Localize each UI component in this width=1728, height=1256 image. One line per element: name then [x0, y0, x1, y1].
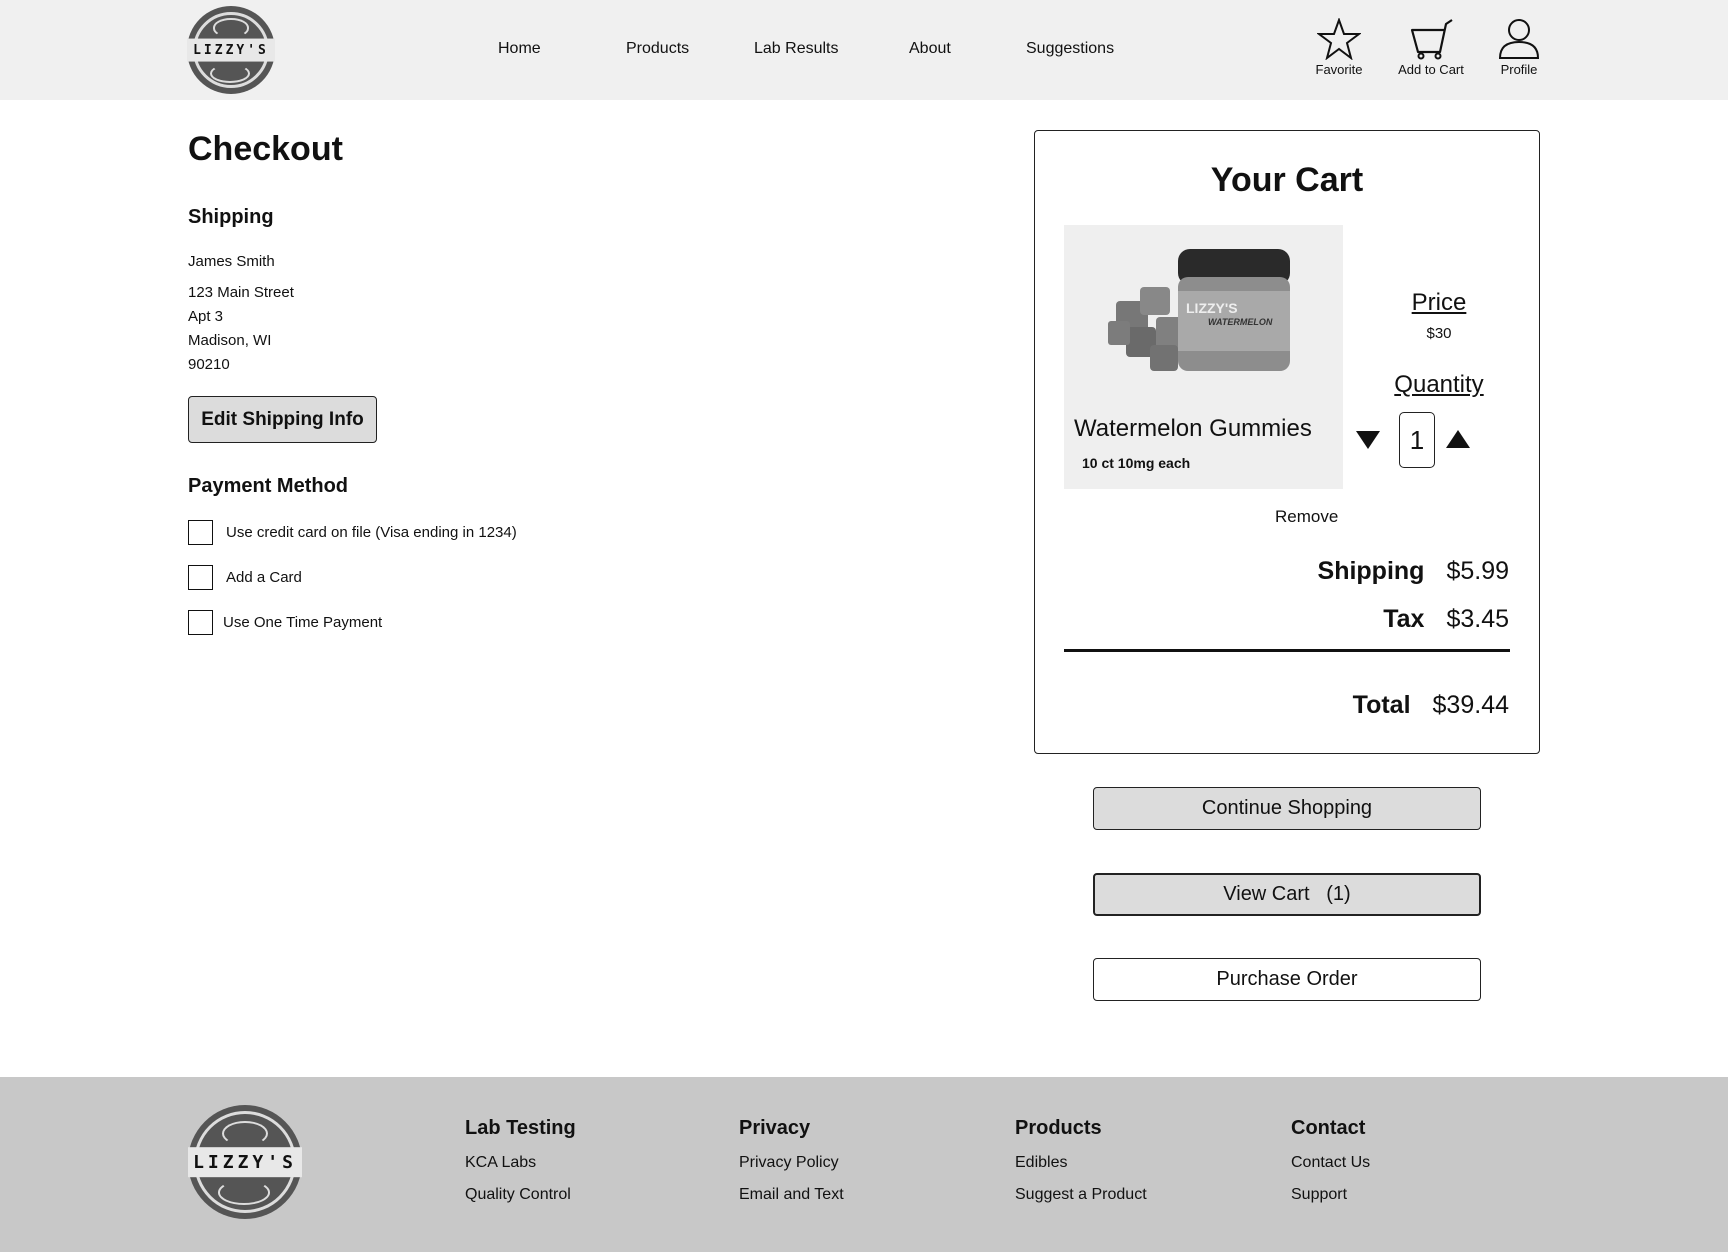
total-label: Total	[1352, 691, 1411, 719]
remove-item-link[interactable]: Remove	[1275, 507, 1339, 526]
purchase-order-button[interactable]: Purchase Order	[1093, 958, 1481, 1001]
nav-home[interactable]: Home	[498, 40, 541, 57]
summary-divider	[1064, 649, 1510, 652]
footer-column-contact	[1291, 1117, 1370, 1218]
footer-logo[interactable]	[188, 1105, 302, 1219]
checkbox[interactable]	[188, 610, 213, 635]
quantity-label: Quantity	[1394, 371, 1484, 398]
shipping-name: James Smith	[188, 253, 275, 270]
footer-link[interactable]: Suggest a Product	[1015, 1186, 1147, 1203]
footer-link[interactable]: Edibles	[1015, 1154, 1068, 1171]
total-row	[1353, 691, 1509, 720]
payment-option-one-time[interactable]	[188, 610, 382, 635]
footer-link[interactable]: Quality Control	[465, 1186, 571, 1203]
quantity-input[interactable]: 1	[1399, 412, 1435, 468]
user-icon	[1497, 18, 1541, 60]
footer-link[interactable]: Privacy Policy	[739, 1154, 839, 1171]
nav-suggestions[interactable]: Suggestions	[1026, 40, 1115, 57]
shipping-cost-value: $5.99	[1446, 557, 1509, 585]
shipping-heading: Shipping	[188, 206, 274, 228]
shipping-line2: Apt 3	[188, 308, 224, 325]
favorite-label: Favorite	[1315, 62, 1363, 77]
product-image	[1104, 243, 1304, 383]
checkbox[interactable]	[188, 565, 213, 590]
profile-label: Profile	[1500, 62, 1538, 77]
shipping-cost-label: Shipping	[1317, 557, 1425, 585]
site-footer	[0, 1077, 1728, 1252]
checkbox[interactable]	[188, 520, 213, 545]
tax-label: Tax	[1383, 605, 1425, 633]
brand-logo[interactable]	[187, 6, 275, 94]
payment-option-add-card[interactable]	[188, 565, 302, 590]
cart-panel	[1034, 130, 1540, 754]
continue-shopping-button[interactable]: Continue Shopping	[1093, 787, 1481, 830]
logo-text: LIZZY'S	[193, 42, 269, 58]
add-to-cart-button[interactable]	[1386, 18, 1476, 77]
footer-link[interactable]: Support	[1291, 1186, 1348, 1203]
footer-heading: Contact	[1291, 1117, 1366, 1139]
footer-heading: Lab Testing	[465, 1117, 576, 1139]
nav-about[interactable]: About	[909, 40, 951, 57]
product-card[interactable]	[1064, 225, 1343, 489]
quantity-decrease-icon[interactable]	[1356, 431, 1380, 449]
payment-option-label: Use One Time Payment	[223, 614, 383, 631]
cart-title: Your Cart	[1210, 161, 1364, 199]
shipping-line1: 123 Main Street	[188, 284, 294, 301]
footer-link[interactable]: KCA Labs	[465, 1154, 537, 1171]
footer-link[interactable]: Email and Text	[739, 1186, 844, 1203]
add-to-cart-label: Add to Cart	[1398, 62, 1464, 77]
footer-column-products	[1015, 1117, 1147, 1218]
payment-heading: Payment Method	[188, 475, 349, 497]
nav-lab-results[interactable]: Lab Results	[754, 40, 839, 57]
quantity-increase-icon[interactable]	[1446, 430, 1470, 448]
favorite-button[interactable]	[1294, 18, 1384, 77]
tax-row	[1383, 605, 1509, 634]
payment-option-label: Use credit card on file (Visa ending in 1234)	[226, 524, 517, 541]
cart-icon	[1408, 18, 1454, 60]
nav-products[interactable]: Products	[626, 40, 690, 57]
footer-column-privacy	[739, 1117, 844, 1218]
footer-heading: Privacy	[739, 1117, 811, 1139]
site-header	[0, 0, 1728, 100]
footer-link[interactable]: Contact Us	[1291, 1154, 1371, 1171]
view-cart-button[interactable]: View Cart (1)	[1093, 873, 1481, 916]
tax-value: $3.45	[1446, 605, 1509, 633]
payment-option-label: Add a Card	[226, 569, 302, 586]
total-value: $39.44	[1432, 691, 1509, 719]
footer-column-lab-testing	[465, 1117, 576, 1218]
shipping-zip: 90210	[188, 356, 230, 373]
payment-option-card-on-file[interactable]	[188, 520, 517, 545]
footer-heading: Products	[1015, 1117, 1102, 1139]
page-title: Checkout	[188, 130, 343, 168]
logo-lizard-icon	[213, 18, 248, 37]
product-name[interactable]: Watermelon Gummies	[1074, 415, 1312, 442]
star-icon	[1317, 18, 1361, 60]
logo-text: LIZZY'S	[193, 1151, 297, 1173]
edit-shipping-button[interactable]: Edit Shipping Info	[188, 396, 377, 443]
product-subtitle: 10 ct 10mg each	[1082, 455, 1191, 471]
price-value: $30	[1426, 325, 1452, 342]
jar-brand-text: LIZZY'S	[1186, 300, 1238, 316]
shipping-cost-row	[1318, 557, 1509, 586]
logo-lizard-icon	[222, 1121, 268, 1146]
price-label: Price	[1411, 289, 1467, 316]
jar-flavor-text: WATERMELON	[1208, 317, 1273, 327]
shipping-city: Madison, WI	[188, 332, 272, 349]
profile-button[interactable]	[1474, 18, 1564, 77]
